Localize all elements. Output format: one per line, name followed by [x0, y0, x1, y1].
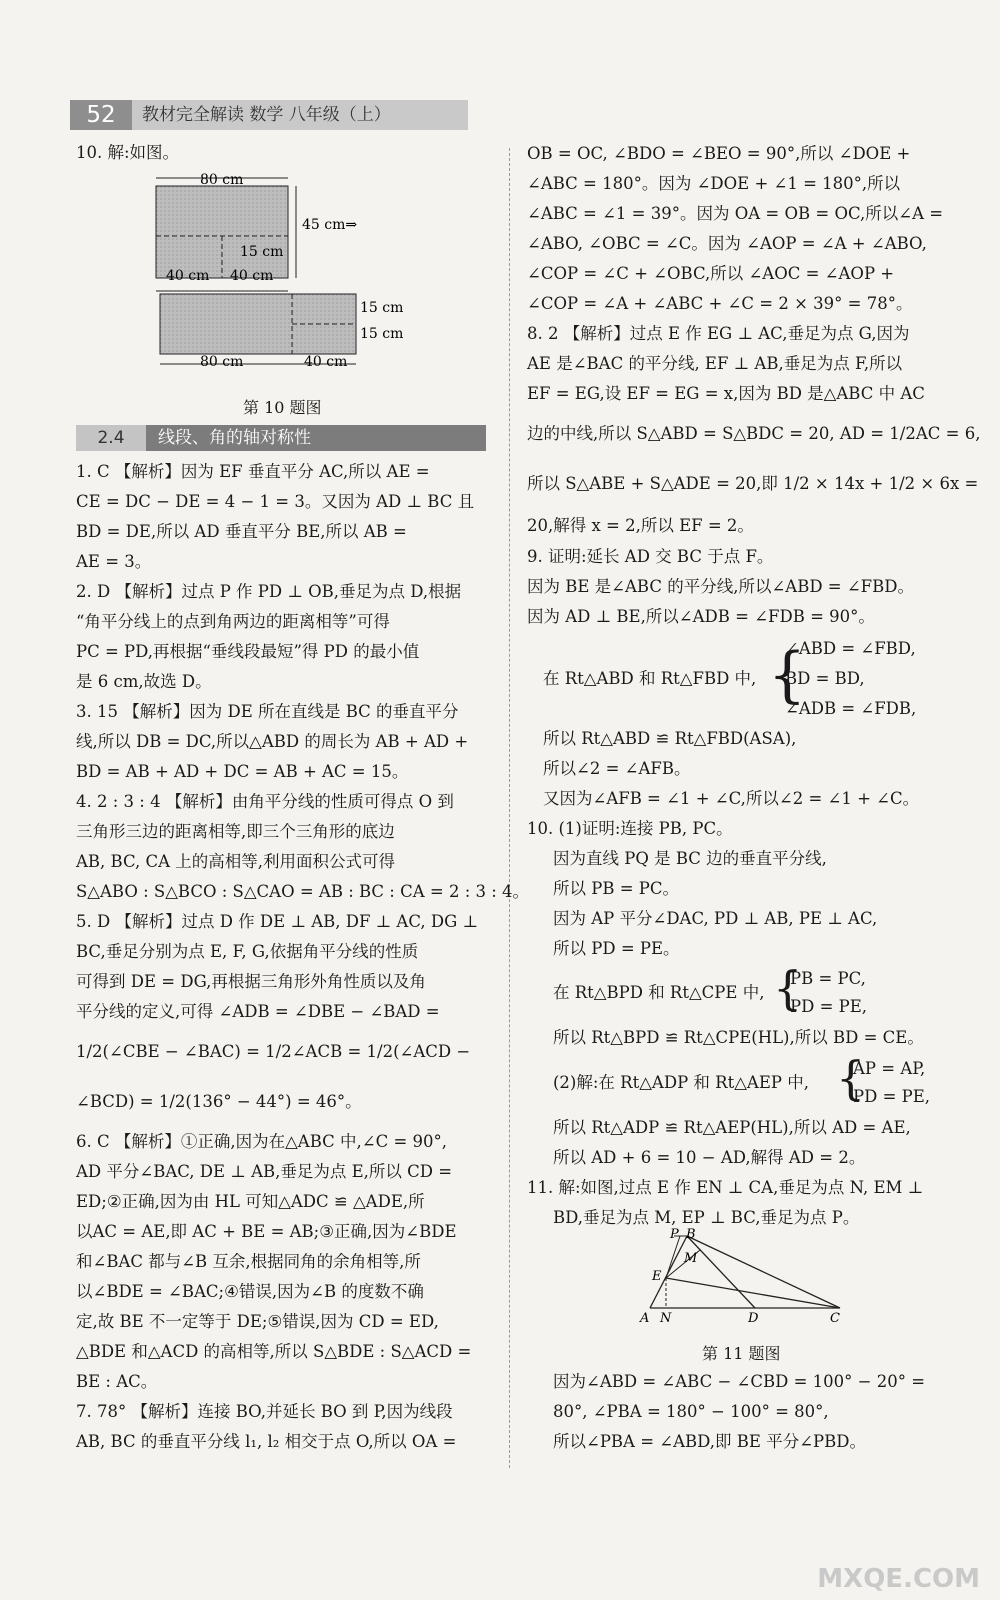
answer-line: ∠ABO, ∠OBC = ∠C。因为 ∠AOP = ∠A + ∠ABO, [527, 234, 927, 253]
answer-line: 所以∠PBA = ∠ABD,即 BE 平分∠PBD。 [553, 1432, 866, 1451]
point-D: D [748, 1311, 759, 1326]
page-number: 52 [70, 100, 132, 130]
answer-line: 又因为∠AFB = ∠1 + ∠C,所以∠2 = ∠1 + ∠C。 [543, 789, 920, 808]
label-80cm: 80 cm [200, 172, 244, 188]
answer-line: 所以 AD + 6 = 10 − AD,解得 AD = 2。 [553, 1148, 866, 1167]
answer-line: 在 Rt△ABD 和 Rt△FBD 中, [543, 669, 757, 688]
answer-line: BD = AB + AD + DC = AB + AC = 15。 [76, 762, 409, 781]
label-80cm-b: 80 cm [200, 354, 244, 370]
answer-line: 因为 BE 是∠ABC 的平分线,所以∠ABD = ∠FBD。 [527, 577, 914, 596]
answer-line: 三角形三边的距离相等,即三个三角形的底边 [76, 822, 395, 841]
answer-line: 4. 2 : 3 : 4 【解析】由角平分线的性质可得点 O 到 [76, 792, 454, 811]
brace-symbol: { [768, 640, 807, 710]
answer-line: BD,垂足为点 M, EP ⊥ BC,垂足为点 P。 [553, 1208, 860, 1227]
answer-line: 边的中线,所以 S△ABD = S△BDC = 20, AD = 1/2AC = 6, [527, 424, 981, 443]
system-row: AP = AP, [853, 1059, 926, 1078]
answer-line: 20,解得 x = 2,所以 EF = 2。 [527, 516, 754, 535]
answer-line: 可得到 DE = DG,再根据三角形外角性质以及角 [76, 972, 426, 991]
answer-line: 平分线的定义,可得 ∠ADB = ∠DBE − ∠BAD = [76, 1002, 440, 1021]
answer-line: 10. (1)证明:连接 PB, PC。 [527, 819, 733, 838]
answer-line: AE = 3。 [76, 552, 152, 571]
answer-line: AE 是∠BAC 的平分线, EF ⊥ AB,垂足为点 F,所以 [527, 354, 903, 373]
brace-symbol: { [836, 1051, 866, 1105]
answer-line: ∠COP = ∠A + ∠ABC + ∠C = 2 × 39° = 78°。 [527, 294, 913, 313]
answer-line: “角平分线上的点到角两边的距离相等”可得 [76, 612, 390, 631]
answer-line: 所以 PD = PE。 [553, 939, 680, 958]
point-A: A [640, 1311, 650, 1326]
answer-line: ∠ABC = 180°。因为 ∠DOE + ∠1 = 180°,所以 [527, 174, 901, 193]
system-row: ∠ABD = ∠FBD, [785, 639, 916, 658]
system-row: ∠ADB = ∠FDB, [785, 699, 917, 718]
point-E: E [652, 1269, 662, 1284]
answer-line: 线,所以 DB = DC,所以△ABD 的周长为 AB + AD + [76, 732, 469, 751]
answer-line: 以AC = AE,即 AC + BE = AB;③正确,因为∠BDE [76, 1222, 457, 1241]
answer-line: ∠BCD) = 1/2(136° − 44°) = 46°。 [76, 1092, 362, 1111]
answer-line: 所以 Rt△ABD ≌ Rt△FBD(ASA), [543, 729, 797, 748]
answer-line: 所以 S△ABE + S△ADE = 20,即 1/2 × 14x + 1/2 × 6x = [527, 474, 979, 493]
answer-line: △BDE 和△ACD 的高相等,所以 S△BDE : S△ACD = [76, 1342, 472, 1361]
answer-line: 2. D 【解析】过点 P 作 PD ⊥ OB,垂足为点 D,根据 [76, 582, 462, 601]
point-C: C [830, 1311, 840, 1326]
label-15cm-b: 15 cm [360, 326, 404, 342]
watermark: MXQE.COM [817, 1564, 980, 1594]
answer-line: 80°, ∠PBA = 180° − 100° = 80°, [553, 1402, 829, 1421]
system-row: BD = BD, [785, 669, 865, 688]
section-bar [76, 425, 486, 451]
answer-line: S△ABO : S△BCO : S△CAO = AB : BC : CA = 2 : 3 : 4。 [76, 882, 530, 901]
answer-line: BC,垂足分别为点 E, F, G,依据角平分线的性质 [76, 942, 419, 961]
answer-line: 6. C 【解析】①正确,因为在△ABC 中,∠C = 90°, [76, 1132, 448, 1151]
answer-line: ∠ABC = ∠1 = 39°。因为 OA = OB = OC,所以∠A = [527, 204, 944, 223]
answer-line: 以∠BDE = ∠BAC;④错误,因为∠B 的度数不确 [76, 1282, 424, 1301]
system-row: PD = PE, [790, 997, 868, 1016]
label-40cm-c: 40 cm [304, 354, 348, 370]
answer-line: 所以 Rt△ADP ≌ Rt△AEP(HL),所以 AD = AE, [553, 1118, 911, 1137]
system-row: PB = PC, [790, 969, 866, 988]
label-40cm-b: 40 cm [230, 268, 274, 284]
answer-line: 因为 AP 平分∠DAC, PD ⊥ AB, PE ⊥ AC, [553, 909, 878, 928]
segment-BC [687, 1236, 840, 1308]
figure-11-caption: 第 11 题图 [702, 1344, 781, 1363]
point-M: M [684, 1251, 698, 1266]
system-row: PD = PE, [853, 1087, 931, 1106]
answer-line: 所以 PB = PC。 [553, 879, 680, 898]
answer-line: AB, BC 的垂直平分线 l₁, l₂ 相交于点 O,所以 OA = [76, 1432, 457, 1451]
label-45cm: 45 cm⇒ [302, 217, 358, 233]
answer-line: 是 6 cm,故选 D。 [76, 672, 212, 691]
answer-line: 1. C 【解析】因为 EF 垂直平分 AC,所以 AE = [76, 462, 430, 481]
section-number: 2.4 [76, 425, 146, 451]
section-title: 线段、角的轴对称性 [158, 428, 311, 448]
figure-11 [630, 1228, 860, 1328]
segment-BD [687, 1236, 755, 1308]
answer-line: EF = EG,设 EF = EG = x,因为 BD 是△ABC 中 AC [527, 384, 925, 403]
answer-line: BD = DE,所以 AD 垂直平分 BE,所以 AB = [76, 522, 407, 541]
label-15cm: 15 cm [240, 244, 284, 260]
answer-line: 11. 解:如图,过点 E 作 EN ⊥ CA,垂足为点 N, EM ⊥ [527, 1178, 924, 1197]
answer-line: BE : AC。 [76, 1372, 158, 1391]
segment-EC [666, 1278, 840, 1308]
answer-line: AB, BC, CA 上的高相等,利用面积公式可得 [76, 852, 396, 871]
answer-line: ED;②正确,因为由 HL 可知△ADC ≌ △ADE,所 [76, 1192, 425, 1211]
point-P: P [670, 1228, 679, 1242]
figure-10 [140, 166, 430, 391]
answer-line: 定,故 BE 不一定等于 DE;⑤错误,因为 CD = ED, [76, 1312, 439, 1331]
answer-line: ∠COP = ∠C + ∠OBC,所以 ∠AOC = ∠AOP + [527, 264, 895, 283]
column-divider [509, 148, 511, 1468]
book-title: 教材完全解读 数学 八年级（上） [142, 105, 391, 125]
label-40cm-a: 40 cm [166, 268, 210, 284]
point-B: B [686, 1228, 696, 1242]
answer-line: CE = DC − DE = 4 − 1 = 3。又因为 AD ⊥ BC 且 [76, 492, 475, 511]
answer-line: 所以∠2 = ∠AFB。 [543, 759, 691, 778]
answer-line: 因为直线 PQ 是 BC 边的垂直平分线, [553, 849, 827, 868]
answer-line: 在 Rt△BPD 和 Rt△CPE 中, [553, 983, 765, 1002]
answer-line: 因为∠ABD = ∠ABC − ∠CBD = 100° − 20° = [553, 1372, 926, 1391]
label-15cm-a: 15 cm [360, 300, 404, 316]
answer-line: 7. 78° 【解析】连接 BO,并延长 BO 到 P,因为线段 [76, 1402, 453, 1421]
point-N: N [660, 1311, 672, 1326]
answer-line: OB = OC, ∠BDO = ∠BEO = 90°,所以 ∠DOE + [527, 144, 911, 163]
brace-symbol: { [773, 961, 803, 1015]
answer-line: 9. 证明:延长 AD 交 BC 于点 F。 [527, 547, 774, 566]
q10-heading: 10. 解:如图。 [76, 143, 180, 162]
answer-line: 5. D 【解析】过点 D 作 DE ⊥ AB, DF ⊥ AC, DG ⊥ [76, 912, 479, 931]
page-header [70, 100, 468, 130]
answer-line: 和∠BAC 都与∠B 互余,根据同角的余角相等,所 [76, 1252, 421, 1271]
answer-line: 3. 15 【解析】因为 DE 所在直线是 BC 的垂直平分 [76, 702, 459, 721]
answer-line: 因为 AD ⊥ BE,所以∠ADB = ∠FDB = 90°。 [527, 607, 875, 626]
answer-line: AD 平分∠BAC, DE ⊥ AB,垂足为点 E,所以 CD = [76, 1162, 453, 1181]
answer-line: PC = PD,再根据“垂线段最短”得 PD 的最小值 [76, 642, 420, 661]
answer-line: 8. 2 【解析】过点 E 作 EG ⊥ AC,垂足为点 G,因为 [527, 324, 910, 343]
answer-line: (2)解:在 Rt△ADP 和 Rt△AEP 中, [553, 1073, 809, 1092]
answer-line: 1/2(∠CBE − ∠BAC) = 1/2∠ACB = 1/2(∠ACD − [76, 1042, 471, 1061]
figure-10-caption: 第 10 题图 [243, 398, 322, 417]
answer-line: 所以 Rt△BPD ≌ Rt△CPE(HL),所以 BD = CE。 [553, 1028, 924, 1047]
